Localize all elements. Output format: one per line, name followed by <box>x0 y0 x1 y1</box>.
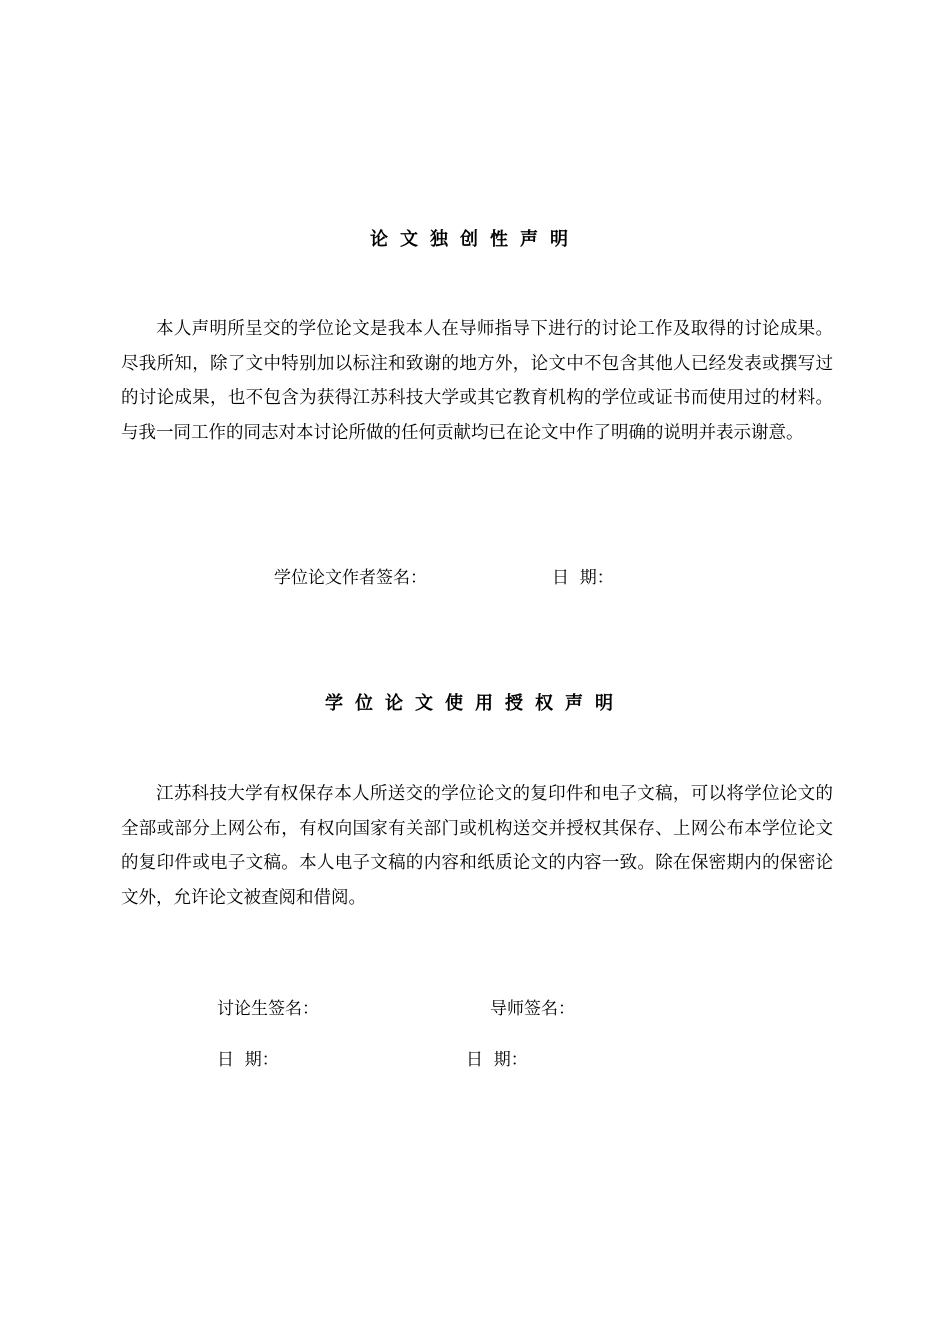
author-signature-label: 学位论文作者签名： <box>274 568 427 588</box>
authorization-declaration-body: 江苏科技大学有权保存本人所送交的学位论文的复印件和电子文稿，可以将学位论文的全部或部分上网公布，有权向国家有关部门或机构送交并授权其保存、上网公布本学位论文的复印件或电子文稿。本人电子文稿的内容和纸质论文的内容一致。除在保密期内的保密论文外，允许论文被查阅和借阅。 <box>121 784 833 908</box>
student-signature-label: 讨论生签名： <box>217 999 319 1019</box>
originality-declaration-body: 本人声明所呈交的学位论文是我本人在导师指导下进行的讨论工作及取得的讨论成果。尽我所知，除了文中特别加以标注和致谢的地方外，论文中不包含其他人已经发表或撰写过的讨论成果，也不包含为获得江苏科技大学或其它教育机构的学位或证书而使用过的材料。与我一同工作的同志对本讨论所做的任何贡献均已在论文中作了明确的说明并表示谢意。 <box>121 319 833 443</box>
student-date-label: 日 期： <box>217 1050 279 1070</box>
originality-declaration-title: 论文独创性声明 <box>370 229 580 250</box>
advisor-date-label: 日 期： <box>466 1050 528 1070</box>
declaration-date-label: 日 期： <box>552 568 614 588</box>
advisor-signature-label: 导师签名： <box>490 999 575 1019</box>
authorization-declaration-title: 学位论文使用授权声明 <box>325 693 625 714</box>
